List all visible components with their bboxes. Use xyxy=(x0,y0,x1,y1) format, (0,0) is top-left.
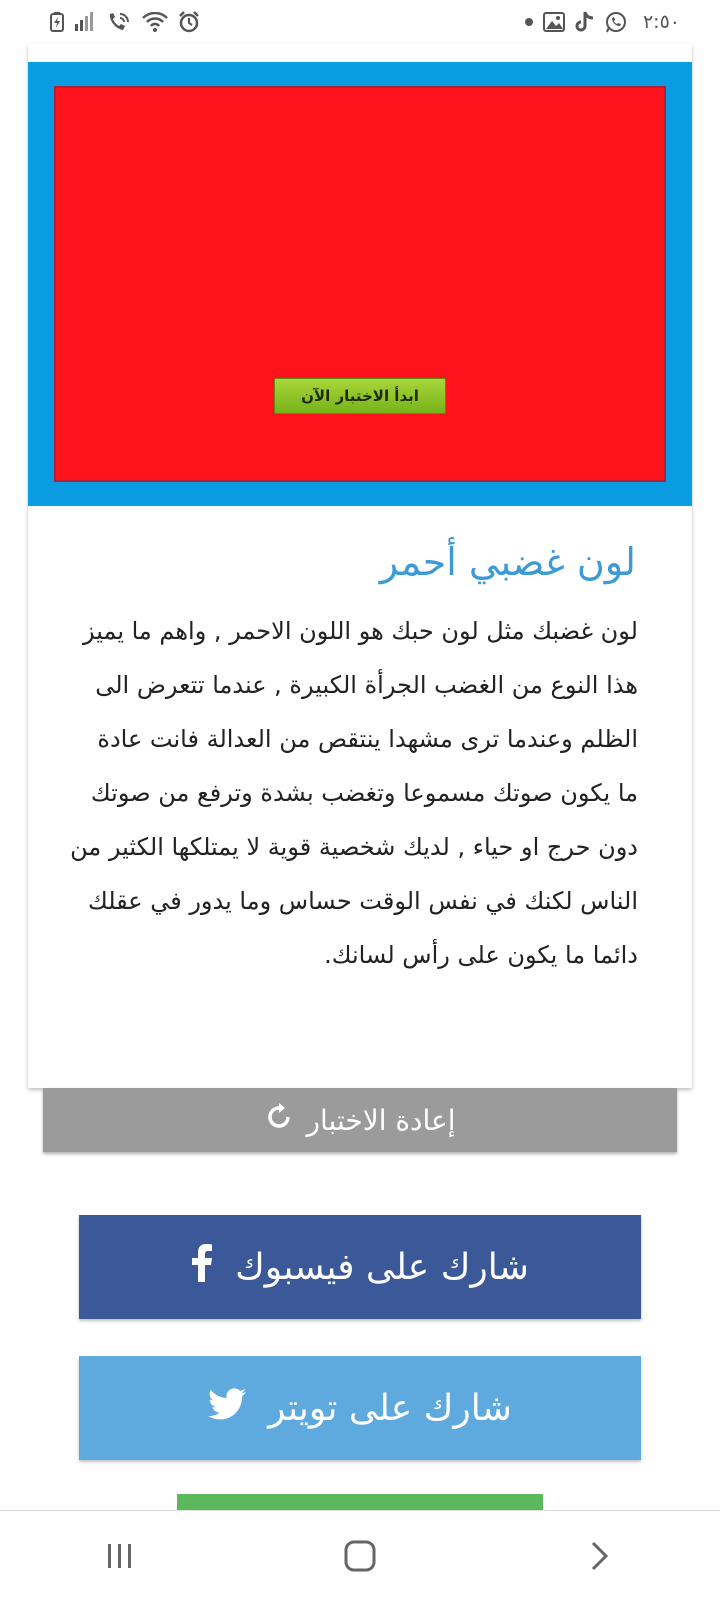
twitter-share-label: شارك على تويتر xyxy=(268,1387,512,1429)
twitter-icon xyxy=(208,1388,246,1429)
status-icons-right xyxy=(525,11,680,33)
wifi-icon xyxy=(142,11,168,33)
back-icon[interactable] xyxy=(570,1526,630,1586)
battery-charging-icon xyxy=(50,11,64,33)
share-facebook-button[interactable] xyxy=(79,1215,641,1319)
retake-quiz-button[interactable] xyxy=(43,1088,677,1152)
result-title: لون غضبي أحمر xyxy=(379,540,636,584)
notification-dot-icon xyxy=(525,18,533,26)
alarm-icon xyxy=(178,11,200,33)
quiz-banner xyxy=(28,62,692,506)
tiktok-icon xyxy=(575,11,595,33)
status-bar xyxy=(0,0,720,44)
refresh-icon xyxy=(264,1102,294,1139)
clock: ٢:٥٠ xyxy=(642,11,680,33)
signal-bars-icon xyxy=(74,11,96,33)
facebook-icon xyxy=(191,1244,213,1291)
result-description: لون غضبك مثل لون حبك هو اللون الاحمر , واهم ما يميز هذا النوع من الغضب الجرأة الكبيرة , عندما تتعرض الى الظلم وعندما ترى مشهدا ينتقص من العدالة فانت عادة ما يكون صوتك مسموعا وتغضب بشدة وترفع من صوتك دون حرج او حياء , لديك شخصية قوية لا يمتلكها الكثير من الناس لكنك في نفس الوقت حساس وما يدور في عقلك دائما ما يكون على رأس لسانك. xyxy=(70,617,638,969)
facebook-share-label: شارك على فيسبوك xyxy=(235,1246,529,1288)
wifi-calling-icon xyxy=(106,11,132,33)
quiz-banner-panel xyxy=(54,86,666,482)
start-quiz-button[interactable]: ابدأ الاختبار الآن xyxy=(274,378,446,414)
gallery-icon xyxy=(543,11,565,33)
recent-apps-icon[interactable] xyxy=(90,1526,150,1586)
share-whatsapp-button[interactable] xyxy=(177,1494,543,1510)
home-icon[interactable] xyxy=(330,1526,390,1586)
whatsapp-icon xyxy=(605,11,627,33)
share-twitter-button[interactable] xyxy=(79,1356,641,1460)
retake-label: إعادة الاختبار xyxy=(306,1103,456,1137)
navigation-bar xyxy=(0,1510,720,1600)
status-icons-left xyxy=(50,11,200,33)
